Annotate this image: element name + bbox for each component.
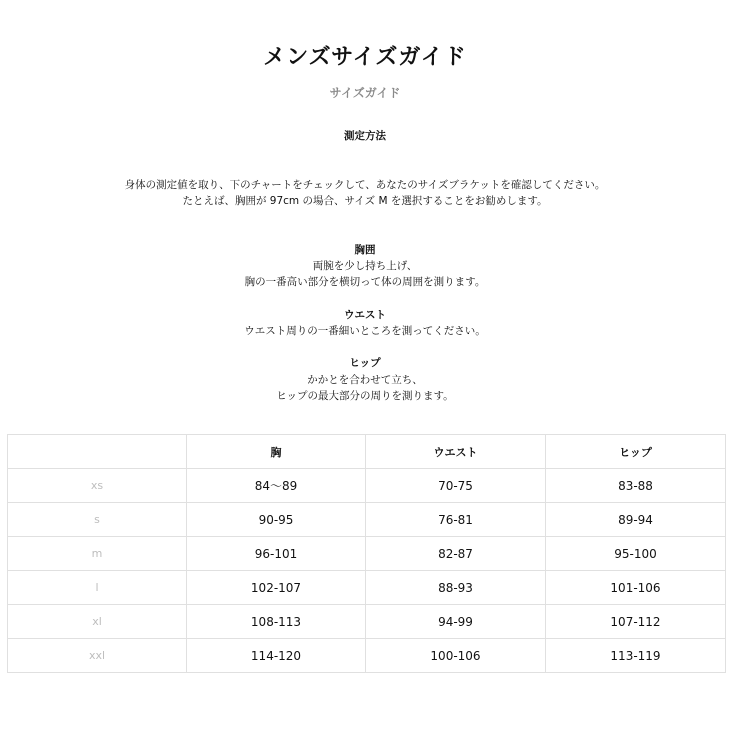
table-row xyxy=(8,571,726,605)
chest-cell: 102-107 xyxy=(187,571,366,605)
measure-intro-line-2: たとえば、胸囲が 97cm の場合、サイズ M を選択することをお勧めします。 xyxy=(182,195,548,207)
header-chest: 胸 xyxy=(187,435,366,469)
waist-cell: 76-81 xyxy=(366,503,546,537)
table-row xyxy=(8,537,726,571)
waist-cell: 100-106 xyxy=(366,639,546,673)
waist-cell: 88-93 xyxy=(366,571,546,605)
size-cell: s xyxy=(8,503,187,537)
hip-line-1: かかとを合わせて立ち、 xyxy=(307,374,423,386)
chest-cell: 84〜89 xyxy=(187,469,366,503)
hip-line-2: ヒップの最大部分の周りを測ります。 xyxy=(276,390,454,402)
waist-cell: 70-75 xyxy=(366,469,546,503)
chest-line-2: 胸の一番高い部分を横切って体の周囲を測ります。 xyxy=(244,276,486,288)
page-title: メンズサイズガイド xyxy=(263,45,467,70)
table-header-row xyxy=(8,435,726,469)
table-row xyxy=(8,469,726,503)
waist-line-1: ウエスト周りの一番細いところを測ってください。 xyxy=(244,325,486,337)
size-cell: m xyxy=(8,537,187,571)
chest-cell: 114-120 xyxy=(187,639,366,673)
header-hip: ヒップ xyxy=(546,435,726,469)
measure-intro-line-1: 身体の測定値を取り、下のチャートをチェックして、あなたのサイズブラケットを確認してください。 xyxy=(124,179,606,191)
hip-heading: ヒップ xyxy=(349,357,381,369)
table-row xyxy=(8,503,726,537)
size-cell: xl xyxy=(8,605,187,639)
table-row xyxy=(8,605,726,639)
hip-cell: 101-106 xyxy=(546,571,726,605)
chest-cell: 90-95 xyxy=(187,503,366,537)
hip-cell: 89-94 xyxy=(546,503,726,537)
table-row xyxy=(8,639,726,673)
waist-cell: 94-99 xyxy=(366,605,546,639)
chest-heading: 胸囲 xyxy=(354,244,376,256)
size-cell: xs xyxy=(8,469,187,503)
hip-cell: 113-119 xyxy=(546,639,726,673)
header-waist: ウエスト xyxy=(366,435,546,469)
hip-cell: 95-100 xyxy=(546,537,726,571)
size-table xyxy=(7,434,726,673)
chest-line-1: 両腕を少し持ち上げ、 xyxy=(312,260,418,272)
size-cell: xxl xyxy=(8,639,187,673)
chest-cell: 108-113 xyxy=(187,605,366,639)
measure-heading: 測定方法 xyxy=(344,130,386,142)
page-subtitle: サイズガイド xyxy=(329,86,401,100)
hip-cell: 107-112 xyxy=(546,605,726,639)
hip-cell: 83-88 xyxy=(546,469,726,503)
waist-cell: 82-87 xyxy=(366,537,546,571)
header-size xyxy=(8,435,187,469)
waist-heading: ウエスト xyxy=(344,309,386,321)
size-cell: l xyxy=(8,571,187,605)
chest-cell: 96-101 xyxy=(187,537,366,571)
